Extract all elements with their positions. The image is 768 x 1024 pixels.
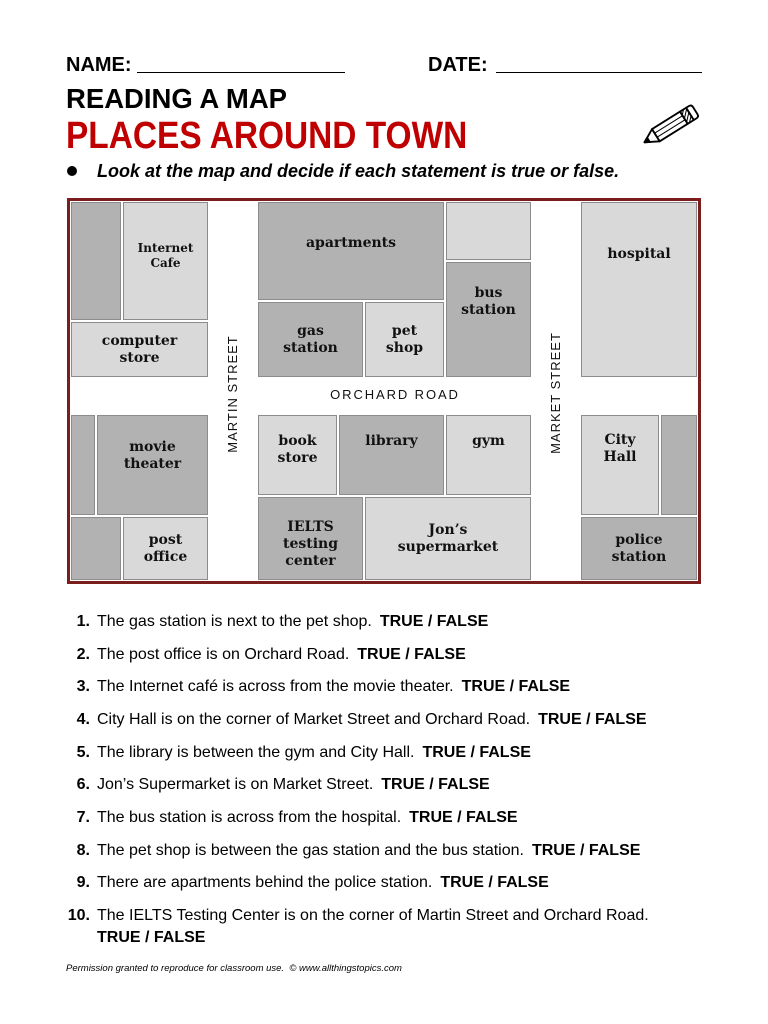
statement-text-block xyxy=(97,905,720,946)
map-place-bus-station xyxy=(445,261,532,378)
statement-number: 1. xyxy=(76,613,90,630)
map-block-unlabeled xyxy=(445,201,532,261)
post-office-label: post office xyxy=(143,531,188,565)
bullet-icon xyxy=(67,166,77,176)
map-place-post-office xyxy=(122,516,209,581)
statement-item xyxy=(60,905,720,946)
statement-text: City Hall is on the corner of Market Street and Orchard Road. xyxy=(97,710,531,728)
orchard-road-label: ORCHARD ROAD xyxy=(330,387,460,402)
map-place-computer-store xyxy=(70,321,209,378)
statement-text: The pet shop is between the gas station and the bus station. xyxy=(97,841,524,859)
statement-text-block xyxy=(97,872,720,905)
statement-item xyxy=(60,807,720,840)
worksheet-title: PLACES AROUND TOWN xyxy=(66,115,468,157)
martin-street-label: MARTIN STREET xyxy=(225,335,240,453)
true-false-choice: TRUE / FALSE xyxy=(379,613,489,630)
statement-number: 9. xyxy=(76,874,90,892)
statement-number: 2. xyxy=(76,645,90,663)
map-place-jons-supermarket xyxy=(364,496,532,581)
statement-number: 6. xyxy=(76,776,90,794)
date-label: DATE: xyxy=(428,54,488,76)
statement-text-block xyxy=(97,611,720,644)
statement-item xyxy=(60,611,720,644)
worksheet-subtitle: READING A MAP xyxy=(66,83,288,114)
statement-item xyxy=(60,840,720,873)
hospital-label: hospital xyxy=(607,246,671,262)
map-block-unlabeled xyxy=(70,414,96,516)
true-false-choice: TRUE / FALSE xyxy=(461,678,571,696)
true-false-choice: TRUE / FALSE xyxy=(538,710,647,728)
map-place-city-hall xyxy=(580,414,660,516)
statement-number: 5. xyxy=(76,743,90,761)
statement-item xyxy=(60,872,720,905)
statement-item xyxy=(60,742,720,775)
pencil-icon xyxy=(636,102,702,152)
map-place-pet-shop xyxy=(364,301,445,378)
apartments-label: apartments xyxy=(305,234,397,251)
map-place-internet-cafe xyxy=(122,201,209,321)
map-place-movie-theater xyxy=(96,414,209,516)
statement-text: The post office is on Orchard Road. xyxy=(97,645,350,663)
map-place-apartments xyxy=(257,201,445,301)
statement-text-block xyxy=(97,644,720,677)
map-block-unlabeled xyxy=(660,414,698,516)
map-place-gas-station xyxy=(257,301,364,378)
statement-text-block xyxy=(97,676,720,709)
name-label: NAME: xyxy=(66,54,132,76)
statement-item xyxy=(60,774,720,807)
gas-station-label: gas station xyxy=(283,322,338,356)
map-block-unlabeled xyxy=(70,201,122,321)
map-place-police-station xyxy=(580,516,698,581)
map-place-ielts-testing-center xyxy=(257,496,364,581)
statement-text-block xyxy=(97,709,720,742)
statement-text: The library is between the gym and City Hall. xyxy=(97,743,415,761)
statement-item xyxy=(60,676,720,709)
jons-supermarket-label: Jon’s supermarket xyxy=(397,521,499,555)
statement-text-block xyxy=(97,742,720,775)
book-store-label: book store xyxy=(277,433,318,466)
statement-text-block xyxy=(97,807,720,840)
statement-number: 7. xyxy=(76,808,90,826)
statement-item xyxy=(60,709,720,742)
statement-text: The Internet café is across from the movie theater. xyxy=(97,678,454,696)
copyright-footer: Permission granted to reproduce for classroom use. © www.allthingstopics.com xyxy=(66,963,402,974)
statement-number: 10. xyxy=(67,906,90,924)
true-false-choice: TRUE / FALSE xyxy=(381,776,490,794)
true-false-choice: TRUE / FALSE xyxy=(531,841,641,859)
gym-label: gym xyxy=(472,432,505,449)
map-block-unlabeled xyxy=(70,516,122,581)
statement-text: The gas station is next to the pet shop. xyxy=(97,613,372,630)
true-false-choice: TRUE / FALSE xyxy=(409,808,518,826)
movie-theater-label: movie theater xyxy=(123,439,182,472)
computer-store-label: computer store xyxy=(101,332,178,366)
map-place-library xyxy=(338,414,445,496)
statement-list xyxy=(60,611,720,946)
internet-cafe-label: Internet Cafe xyxy=(137,241,194,270)
statement-number: 8. xyxy=(76,841,90,859)
date-blank-line xyxy=(496,72,702,73)
city-hall-label: City Hall xyxy=(603,432,637,465)
true-false-choice: TRUE / FALSE xyxy=(97,928,206,946)
market-street-label: MARKET STREET xyxy=(548,332,563,454)
statement-text: The bus station is across from the hospital. xyxy=(97,808,402,826)
statement-number: 4. xyxy=(76,710,90,728)
instruction-text: Look at the map and decide if each statement is true or false. xyxy=(97,161,620,181)
map-place-book-store xyxy=(257,414,338,496)
true-false-choice: TRUE / FALSE xyxy=(440,874,549,892)
statement-item xyxy=(60,644,720,677)
statement-text: The IELTS Testing Center is on the corner of Martin Street and Orchard Road. xyxy=(97,906,649,924)
true-false-choice: TRUE / FALSE xyxy=(357,645,466,663)
statement-text: There are apartments behind the police station. xyxy=(97,874,433,892)
name-blank-line xyxy=(137,72,345,73)
pet-shop-label: pet shop xyxy=(385,322,424,356)
library-label: library xyxy=(365,432,418,449)
bus-station-label: bus station xyxy=(461,284,516,318)
statement-text: Jon’s Supermarket is on Market Street. xyxy=(97,776,374,794)
police-station-label: police station xyxy=(611,531,667,565)
statement-text-block xyxy=(97,774,720,807)
statement-text-block xyxy=(97,840,720,873)
true-false-choice: TRUE / FALSE xyxy=(422,743,531,761)
map-place-gym xyxy=(445,414,532,496)
ielts-testing-center-label: IELTS testing center xyxy=(282,519,338,569)
map-place-hospital xyxy=(580,201,698,378)
town-map xyxy=(67,198,701,584)
statement-number: 3. xyxy=(76,678,90,696)
